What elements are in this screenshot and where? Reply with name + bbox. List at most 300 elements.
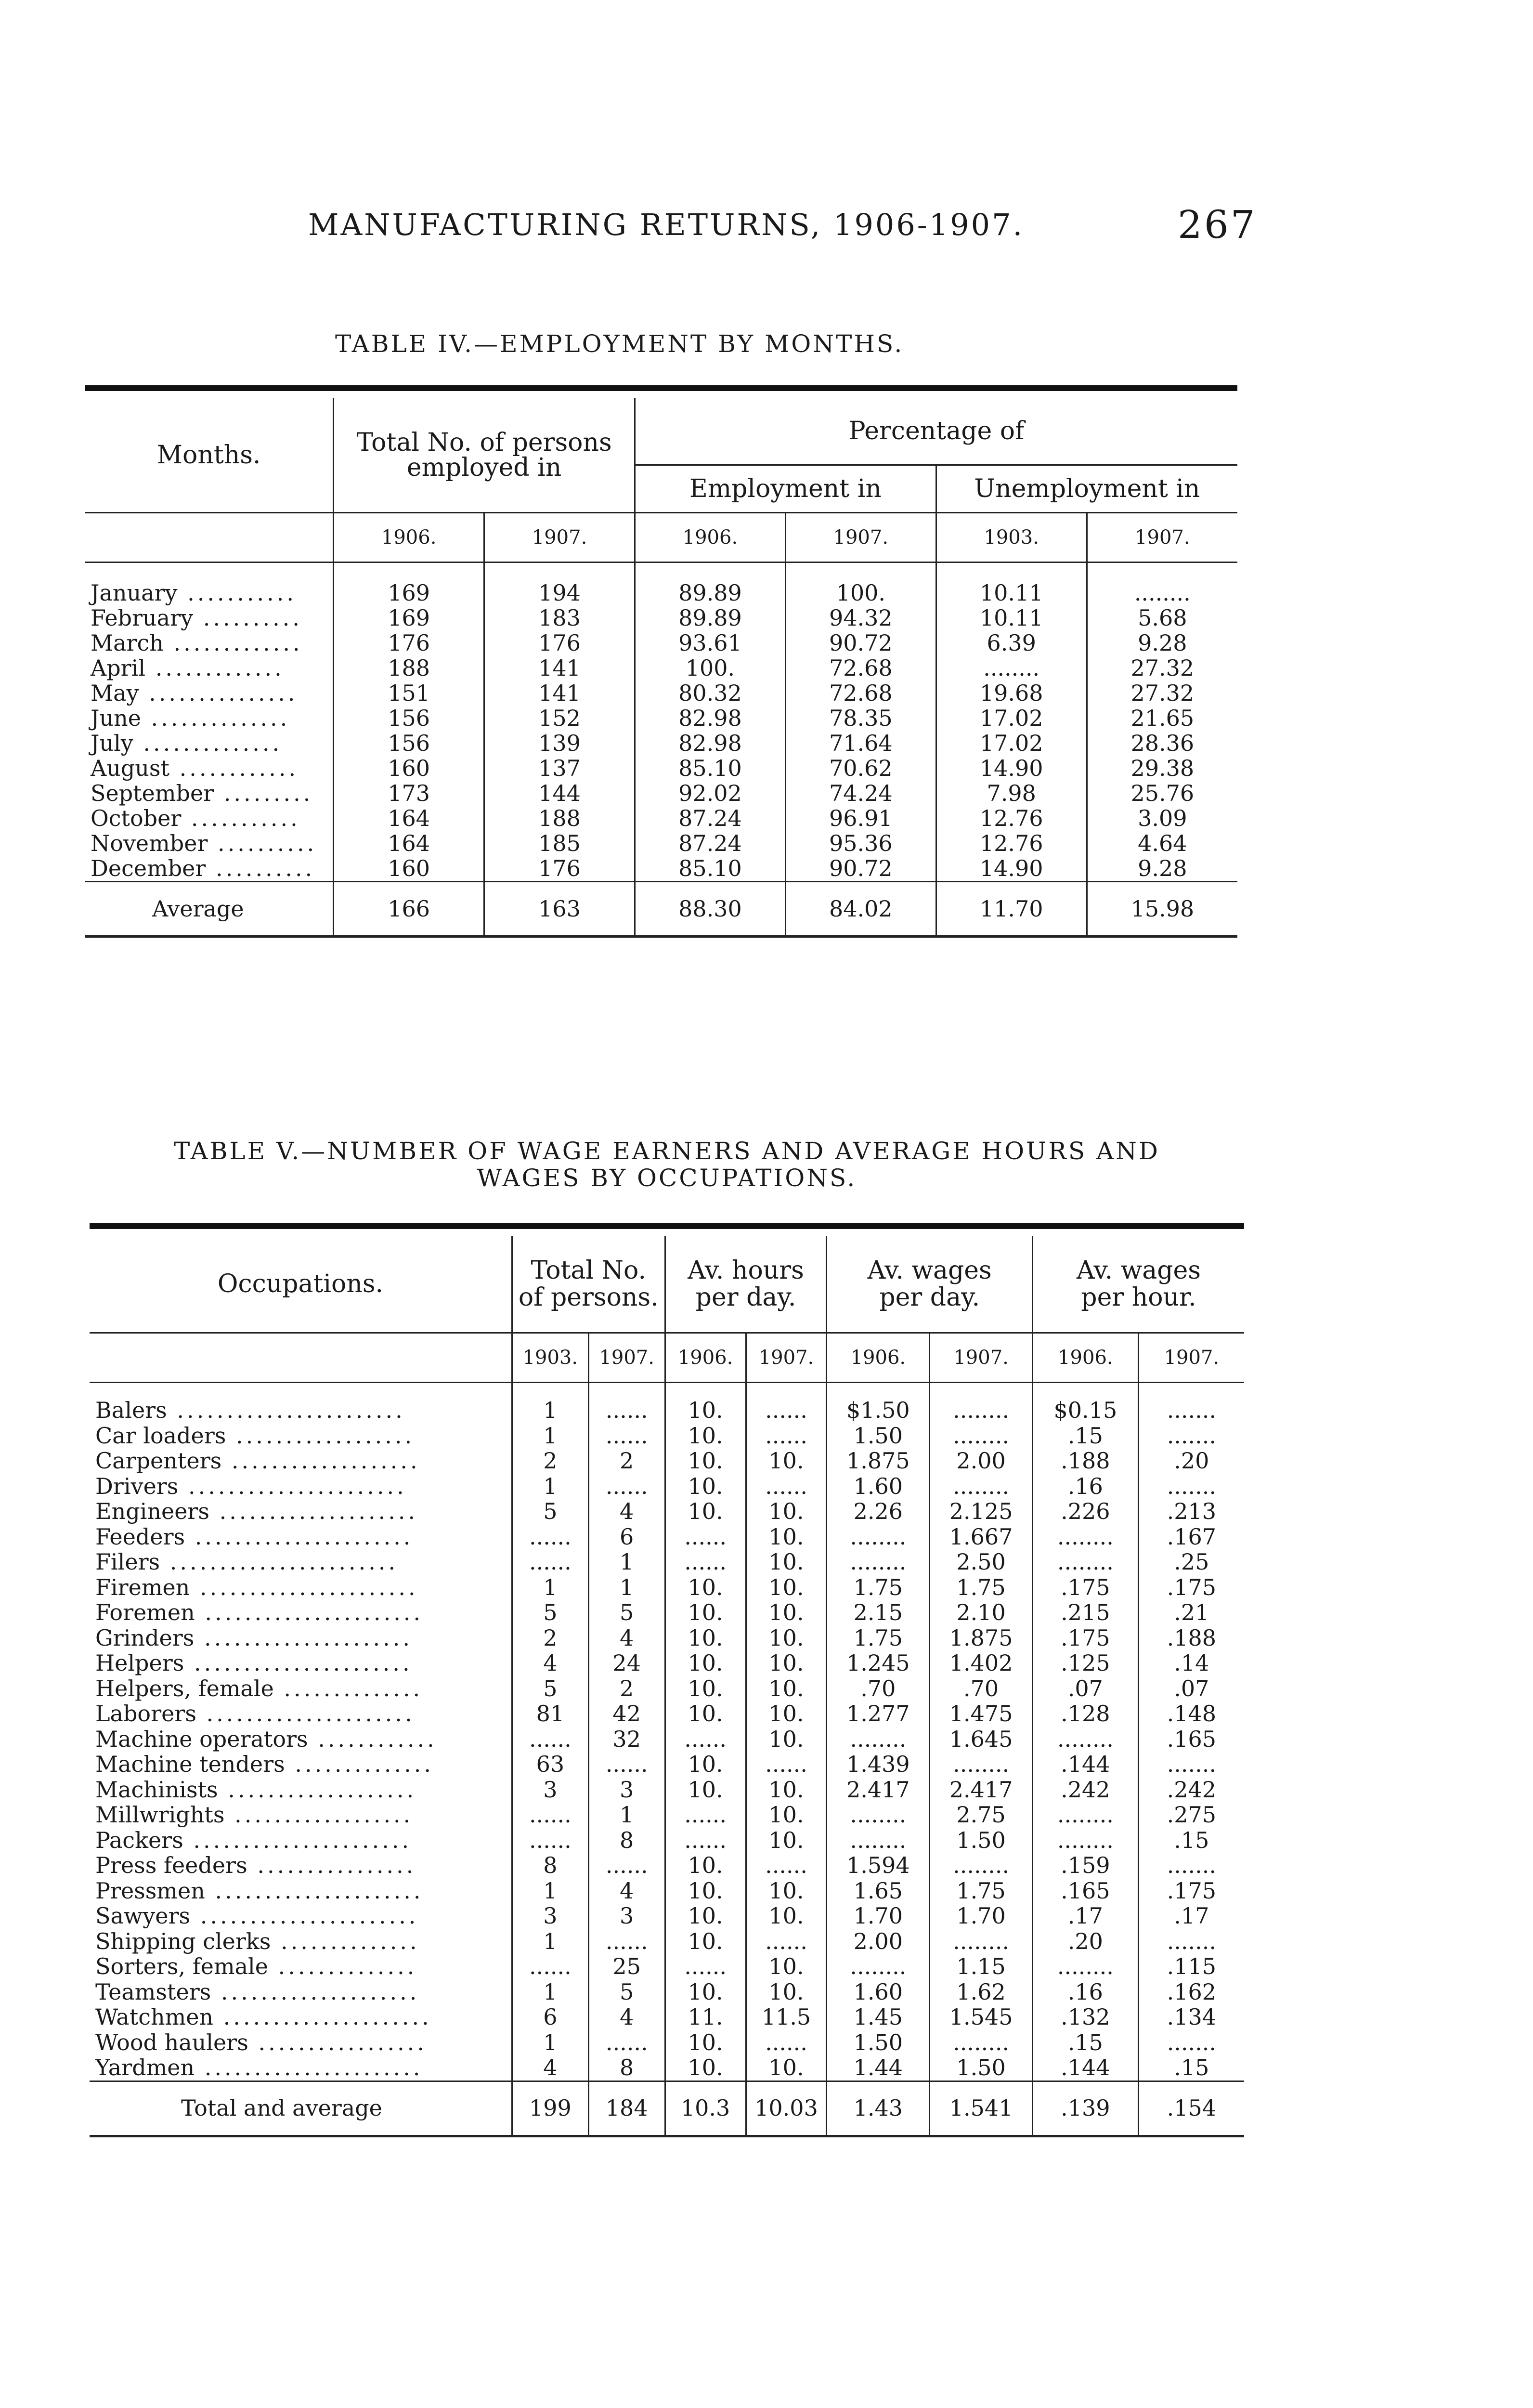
table-cell: .07: [1138, 1676, 1244, 1701]
table-cell: 1: [588, 1549, 665, 1575]
year-label: 1907.: [588, 1333, 665, 1383]
table-cell: 3: [588, 1777, 665, 1803]
row-label: [85, 605, 334, 630]
table-cell: 10.: [746, 1549, 827, 1575]
table-cell: ......: [665, 1727, 746, 1752]
table-cell: ......: [512, 1828, 588, 1853]
table-row: [90, 1524, 1244, 1550]
table-cell: .21: [1138, 1600, 1244, 1625]
row-label-text: Shipping clerks: [95, 1928, 271, 1954]
total-label: Total and average: [90, 2081, 512, 2136]
year-label: 1906.: [1033, 1333, 1139, 1383]
row-label: [85, 731, 334, 756]
table-cell: 1: [512, 1423, 588, 1449]
table-cell: 1.70: [930, 1903, 1033, 1929]
table-row: [85, 563, 1237, 606]
table-cell: 137: [484, 756, 635, 781]
table-cell: ........: [827, 1727, 930, 1752]
table-cell: 10.: [746, 1575, 827, 1600]
row-label: [85, 681, 334, 706]
table-cell: ......: [665, 1828, 746, 1853]
table-cell: 10.: [746, 1499, 827, 1524]
table-cell: 10.: [665, 1383, 746, 1423]
row-label-text: August: [91, 755, 170, 781]
year-label: 1907.: [1138, 1333, 1244, 1383]
table-cell: 10.: [665, 1777, 746, 1803]
row-label-text: Feeders: [95, 1523, 185, 1550]
row-label: [85, 655, 334, 681]
table-cell: 2.00: [930, 1448, 1033, 1474]
dot-leader: ......................: [185, 1523, 414, 1550]
table-cell: 1.439: [827, 1752, 930, 1777]
table-cell: 2: [512, 1625, 588, 1651]
year-label: 1907.: [1087, 513, 1237, 563]
col-unemployment: Unemployment in: [936, 465, 1237, 513]
dot-leader: .....................: [213, 2004, 432, 2030]
table-cell: 1.15: [930, 1954, 1033, 1979]
table-cell: ........: [827, 1828, 930, 1853]
table-cell: 163: [484, 882, 635, 937]
table-cell: 2: [588, 1448, 665, 1474]
table-cell: 32: [588, 1727, 665, 1752]
dot-leader: .............: [145, 655, 285, 681]
table-cell: .......: [1138, 2030, 1244, 2055]
table-cell: 1.50: [930, 1828, 1033, 1853]
table-cell: 93.61: [635, 630, 785, 655]
row-label-text: Millwrights: [95, 1802, 225, 1828]
table-cell: 10.: [746, 1777, 827, 1803]
table-cell: 17.02: [936, 706, 1087, 731]
row-label: [90, 1524, 512, 1550]
table-cell: 1.75: [827, 1575, 930, 1600]
dot-leader: ..........: [208, 830, 317, 856]
table-cell: 194: [484, 563, 635, 606]
table-cell: .......: [1138, 1929, 1244, 1954]
table-cell: 81: [512, 1701, 588, 1727]
row-label: [90, 1676, 512, 1701]
table-cell: 2.50: [930, 1549, 1033, 1575]
table-cell: 10.: [746, 1979, 827, 2005]
table-cell: 82.98: [635, 706, 785, 731]
table-cell: 11.70: [936, 882, 1087, 937]
table-cell: ........: [930, 1423, 1033, 1449]
year-label: 1906.: [635, 513, 785, 563]
row-label-text: Watchmen: [95, 2004, 214, 2030]
table-cell: 2: [588, 1676, 665, 1701]
table-cell: 1: [512, 2030, 588, 2055]
dot-leader: .......................: [167, 1397, 405, 1423]
table-cell: ......: [512, 1954, 588, 1979]
table-row: [90, 1878, 1244, 1904]
table-row: [90, 1676, 1244, 1701]
table-cell: .165: [1033, 1878, 1139, 1904]
table-cell: .154: [1138, 2081, 1244, 2136]
table-cell: 1.75: [930, 1878, 1033, 1904]
table-cell: 1.402: [930, 1650, 1033, 1676]
dot-leader: .....................: [196, 1701, 415, 1727]
table-cell: 10.: [746, 1878, 827, 1904]
table-cell: .14: [1138, 1650, 1244, 1676]
row-label: [85, 706, 334, 731]
table-cell: .242: [1138, 1777, 1244, 1803]
table-cell: .15: [1138, 2055, 1244, 2081]
row-label-text: Laborers: [95, 1701, 196, 1727]
table-row: [90, 1903, 1244, 1929]
table-cell: 5.68: [1087, 605, 1237, 630]
table-cell: 141: [484, 655, 635, 681]
row-label-text: June: [91, 705, 141, 731]
table-row: [90, 2004, 1244, 2030]
dot-leader: ......................: [190, 1903, 419, 1929]
row-label-text: Packers: [95, 1827, 183, 1853]
year-label: 1903.: [936, 513, 1087, 563]
col-employment: Employment in: [635, 465, 936, 513]
table-cell: 94.32: [785, 605, 936, 630]
table-cell: 2.417: [827, 1777, 930, 1803]
table-cell: 89.89: [635, 563, 785, 606]
table-cell: 11.5: [746, 2004, 827, 2030]
table-cell: 10.: [665, 1474, 746, 1499]
row-label-text: October: [91, 805, 182, 831]
table-cell: 1.545: [930, 2004, 1033, 2030]
row-label: [90, 1878, 512, 1904]
row-label-text: November: [91, 830, 208, 856]
table-cell: 19.68: [936, 681, 1087, 706]
table-cell: 82.98: [635, 731, 785, 756]
table-cell: ........: [930, 1752, 1033, 1777]
row-label-text: January: [91, 580, 178, 606]
year-label: 1907.: [484, 513, 635, 563]
table-row: [90, 1828, 1244, 1853]
dot-leader: ...........: [177, 580, 297, 606]
table-cell: 4: [588, 2004, 665, 2030]
table-row: [90, 1701, 1244, 1727]
row-label: [90, 1423, 512, 1449]
table-cell: $1.50: [827, 1383, 930, 1423]
table-cell: 10.: [746, 1625, 827, 1651]
table-cell: 144: [484, 781, 635, 806]
table-cell: ......: [746, 1752, 827, 1777]
table-cell: .......: [1138, 1853, 1244, 1878]
row-label: [90, 1701, 512, 1727]
row-label: [90, 1979, 512, 2005]
table-cell: 164: [334, 806, 484, 831]
table-cell: .159: [1033, 1853, 1139, 1878]
table-cell: .70: [827, 1676, 930, 1701]
table-cell: ........: [930, 2030, 1033, 2055]
dot-leader: ............: [308, 1726, 437, 1752]
table-cell: 6: [588, 1524, 665, 1550]
table-cell: 5: [588, 1600, 665, 1625]
table-cell: 10.3: [665, 2081, 746, 2136]
table-cell: ........: [827, 1802, 930, 1828]
row-label-text: Yardmen: [95, 2055, 195, 2081]
table-cell: ......: [746, 1383, 827, 1423]
table-cell: 185: [484, 831, 635, 856]
table-cell: 10.: [746, 1600, 827, 1625]
table-cell: ........: [930, 1474, 1033, 1499]
year-label: 1906.: [665, 1333, 746, 1383]
row-label: [90, 1752, 512, 1777]
table-cell: 71.64: [785, 731, 936, 756]
table-row: [90, 1650, 1244, 1676]
year-label: 1907.: [746, 1333, 827, 1383]
dot-leader: ..................: [224, 1802, 414, 1828]
table-cell: ........: [827, 1954, 930, 1979]
table-cell: .175: [1033, 1575, 1139, 1600]
table-cell: 21.65: [1087, 706, 1237, 731]
table-cell: ......: [588, 1929, 665, 1954]
table-cell: 10.: [665, 1625, 746, 1651]
table-cell: .115: [1138, 1954, 1244, 1979]
table-cell: 184: [588, 2081, 665, 2136]
col-percentage: Percentage of: [635, 398, 1237, 465]
table-row: [85, 630, 1237, 655]
table-row: [90, 1752, 1244, 1777]
table-cell: 6: [512, 2004, 588, 2030]
year-label: 1907.: [785, 513, 936, 563]
dot-leader: ......................: [184, 1650, 413, 1676]
table-cell: 1.70: [827, 1903, 930, 1929]
table-cell: 10.11: [936, 563, 1087, 606]
col-wages-per-day: Av. wages per day.: [827, 1236, 1033, 1333]
table-cell: 156: [334, 706, 484, 731]
table-cell: 100.: [785, 563, 936, 606]
row-label: [90, 2004, 512, 2030]
dot-leader: ..............: [271, 1928, 420, 1954]
dot-leader: .......................: [160, 1549, 399, 1575]
table-cell: 188: [334, 655, 484, 681]
table-cell: 10.: [665, 1752, 746, 1777]
table-cell: 10.: [746, 1524, 827, 1550]
row-label: [90, 1499, 512, 1524]
table-cell: .......: [1138, 1423, 1244, 1449]
dot-leader: ................: [247, 1852, 416, 1878]
table-cell: ......: [746, 2030, 827, 2055]
table-cell: 2.125: [930, 1499, 1033, 1524]
dot-leader: .....................: [194, 1624, 413, 1651]
table-cell: ......: [512, 1549, 588, 1575]
table-row: [85, 856, 1237, 882]
row-label-text: Filers: [95, 1549, 160, 1575]
table-cell: .17: [1138, 1903, 1244, 1929]
table-cell: .......: [1138, 1474, 1244, 1499]
table-cell: 5: [512, 1600, 588, 1625]
table-cell: ........: [1033, 1954, 1139, 1979]
table-cell: ......: [588, 1383, 665, 1423]
table-cell: 176: [484, 630, 635, 655]
table-cell: 87.24: [635, 831, 785, 856]
dot-leader: ..............: [273, 1675, 423, 1701]
table-cell: ......: [665, 1524, 746, 1550]
dot-leader: ..............: [141, 705, 290, 731]
average-label: Average: [85, 882, 334, 937]
table-cell: 17.02: [936, 731, 1087, 756]
table-cell: 10.11: [936, 605, 1087, 630]
table-cell: .......: [1138, 1752, 1244, 1777]
table-cell: 4: [588, 1878, 665, 1904]
row-label-text: March: [91, 630, 164, 656]
table-cell: .188: [1138, 1625, 1244, 1651]
table-cell: 10.: [665, 1600, 746, 1625]
table-cell: .213: [1138, 1499, 1244, 1524]
table-cell: ........: [1087, 563, 1237, 606]
year-label: 1907.: [930, 1333, 1033, 1383]
dot-leader: ..............: [285, 1751, 434, 1777]
table-cell: .16: [1033, 1474, 1139, 1499]
table-row: [85, 706, 1237, 731]
dot-leader: .............: [163, 630, 303, 656]
table-cell: ........: [936, 655, 1087, 681]
dot-leader: .................: [248, 2029, 428, 2055]
table-cell: .215: [1033, 1600, 1139, 1625]
row-label: [90, 2055, 512, 2081]
col-hours-per-day: Av. hours per day.: [665, 1236, 827, 1333]
table-cell: 85.10: [635, 756, 785, 781]
table-cell: 2: [512, 1448, 588, 1474]
table-cell: 10.: [665, 1878, 746, 1904]
table-cell: 7.98: [936, 781, 1087, 806]
table-row: [90, 1802, 1244, 1828]
table-cell: 160: [334, 756, 484, 781]
table-cell: 3: [512, 1777, 588, 1803]
table-cell: 92.02: [635, 781, 785, 806]
table-cell: 1: [588, 1575, 665, 1600]
dot-leader: ...........: [181, 805, 300, 831]
table-row: [85, 681, 1237, 706]
table-cell: 9.28: [1087, 630, 1237, 655]
row-label: [85, 781, 334, 806]
row-label: [85, 563, 334, 606]
table-cell: ........: [930, 1383, 1033, 1423]
table-cell: 78.35: [785, 706, 936, 731]
row-label: [85, 756, 334, 781]
table-cell: 42: [588, 1701, 665, 1727]
table-cell: .15: [1138, 1828, 1244, 1853]
row-label: [90, 1474, 512, 1499]
row-label-text: Machinists: [95, 1776, 218, 1803]
table-row: [90, 2055, 1244, 2081]
table-cell: 10.: [746, 1903, 827, 1929]
dot-leader: ...................: [221, 1448, 420, 1474]
table-cell: 27.32: [1087, 681, 1237, 706]
table-cell: ........: [827, 1524, 930, 1550]
table-cell: .07: [1033, 1676, 1139, 1701]
table-cell: .275: [1138, 1802, 1244, 1828]
table-cell: 90.72: [785, 630, 936, 655]
table-cell: ......: [512, 1524, 588, 1550]
table-cell: 29.38: [1087, 756, 1237, 781]
row-label: [90, 2030, 512, 2055]
table-cell: 10.: [746, 1727, 827, 1752]
dot-leader: ...................: [218, 1776, 417, 1803]
table-cell: 199: [512, 2081, 588, 2136]
table-cell: 89.89: [635, 605, 785, 630]
table-cell: ......: [746, 1474, 827, 1499]
table-cell: 10.: [746, 1828, 827, 1853]
table-cell: 10.: [746, 1701, 827, 1727]
table-v-title: TABLE V.—NUMBER OF WAGE EARNERS AND AVERAGE HOURS AND WAGES BY OCCUPATIONS.: [173, 1137, 1160, 1192]
table-cell: 1: [512, 1929, 588, 1954]
table-cell: .17: [1033, 1903, 1139, 1929]
table-cell: 14.90: [936, 756, 1087, 781]
table-cell: .226: [1033, 1499, 1139, 1524]
page-header: [0, 202, 1533, 250]
row-label-text: Wood haulers: [95, 2029, 248, 2055]
table-cell: 6.39: [936, 630, 1087, 655]
table-cell: 3: [512, 1903, 588, 1929]
table-row: [90, 1929, 1244, 1954]
table-cell: 70.62: [785, 756, 936, 781]
table-cell: .148: [1138, 1701, 1244, 1727]
row-label-text: Engineers: [95, 1498, 210, 1524]
running-title: MANUFACTURING RETURNS, 1906-1907.: [308, 207, 1025, 242]
table-cell: 156: [334, 731, 484, 756]
table-cell: 72.68: [785, 655, 936, 681]
table-cell: 141: [484, 681, 635, 706]
table-cell: 10.03: [746, 2081, 827, 2136]
table-cell: ......: [588, 1423, 665, 1449]
table-row: [90, 1727, 1244, 1752]
table-cell: 152: [484, 706, 635, 731]
table-iv: [85, 385, 1237, 938]
table-cell: 1.50: [930, 2055, 1033, 2081]
table-cell: 1: [512, 1474, 588, 1499]
table-cell: 3: [588, 1903, 665, 1929]
row-label-text: Grinders: [95, 1624, 195, 1651]
dot-leader: ....................: [209, 1498, 418, 1524]
table-cell: 85.10: [635, 856, 785, 882]
row-label: [90, 1383, 512, 1423]
table-cell: 1.645: [930, 1727, 1033, 1752]
table-row: [90, 1448, 1244, 1474]
table-cell: .167: [1138, 1524, 1244, 1550]
table-cell: .175: [1033, 1625, 1139, 1651]
table-cell: 9.28: [1087, 856, 1237, 882]
row-label-text: September: [91, 780, 214, 806]
table-cell: 4.64: [1087, 831, 1237, 856]
table-cell: .25: [1138, 1549, 1244, 1575]
table-cell: ........: [930, 1929, 1033, 1954]
row-label-text: April: [91, 655, 146, 681]
table-cell: ......: [588, 2030, 665, 2055]
table-cell: 10.: [746, 1650, 827, 1676]
page-number: 267: [1178, 202, 1257, 247]
row-label-text: Press feeders: [95, 1852, 247, 1878]
table-cell: ......: [746, 1853, 827, 1878]
table-cell: 10.: [665, 1979, 746, 2005]
table-cell: ......: [588, 1474, 665, 1499]
table-cell: .15: [1033, 1423, 1139, 1449]
table-cell: ........: [827, 1549, 930, 1575]
table-cell: .20: [1033, 1929, 1139, 1954]
table-cell: ........: [930, 1853, 1033, 1878]
table-cell: 2.15: [827, 1600, 930, 1625]
dot-leader: ......................: [178, 1473, 407, 1499]
row-label: [85, 856, 334, 882]
table-cell: 151: [334, 681, 484, 706]
dot-leader: ..................: [226, 1422, 415, 1449]
table-cell: .188: [1033, 1448, 1139, 1474]
table-cell: ......: [746, 1423, 827, 1449]
table-cell: 28.36: [1087, 731, 1237, 756]
table-cell: 12.76: [936, 806, 1087, 831]
row-label-text: Carpenters: [95, 1448, 222, 1474]
table-cell: .175: [1138, 1575, 1244, 1600]
table-cell: 176: [484, 856, 635, 882]
table-cell: ......: [588, 1853, 665, 1878]
table-row: [90, 2030, 1244, 2055]
